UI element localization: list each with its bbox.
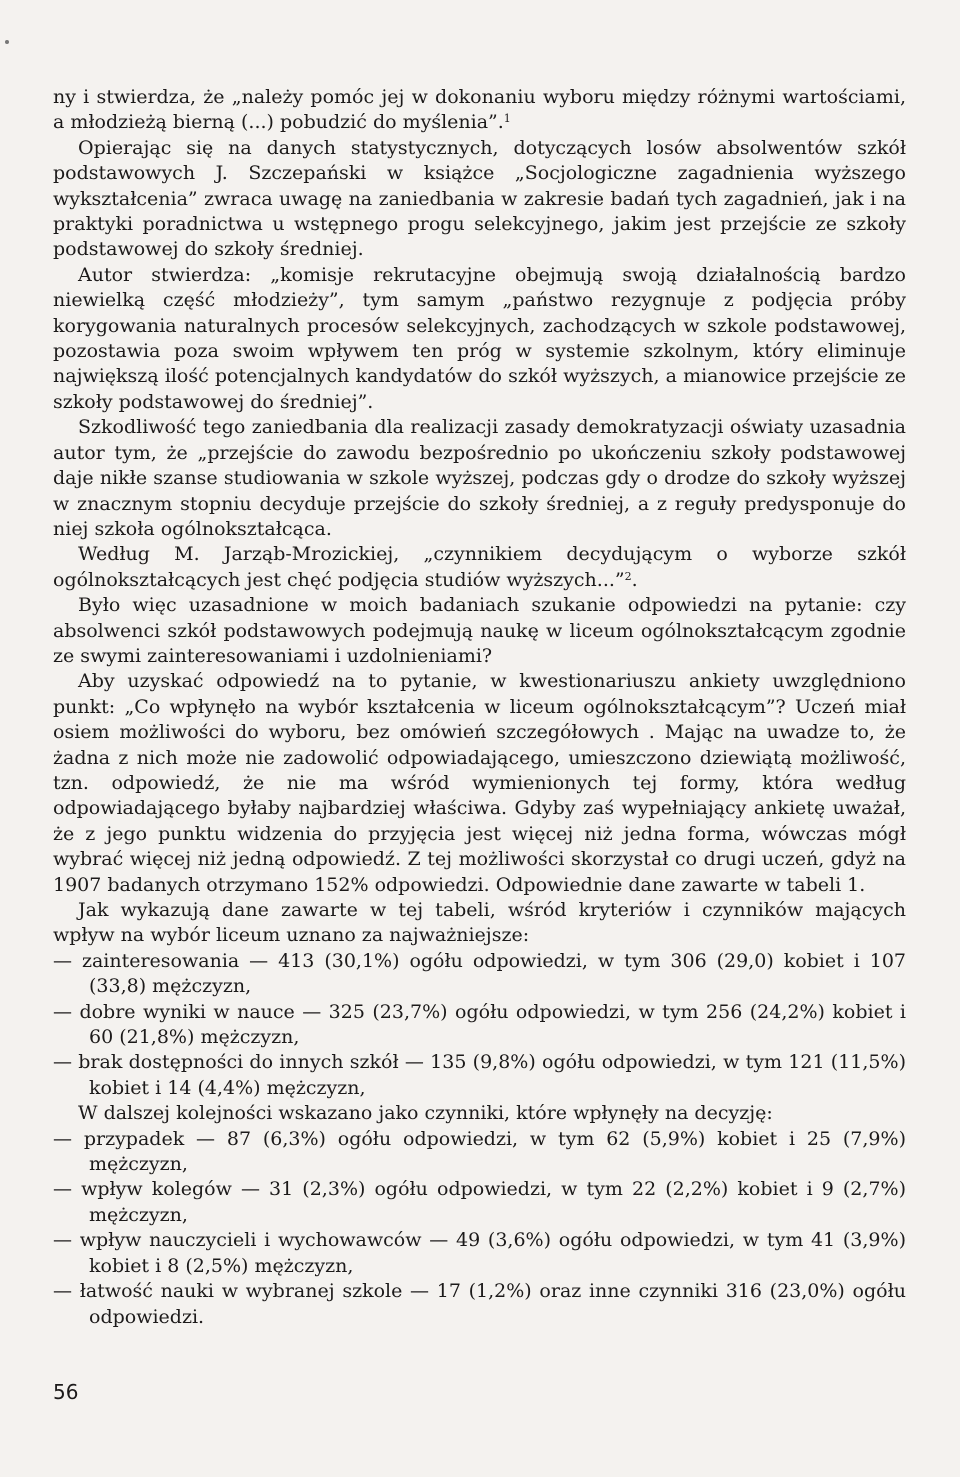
paragraph-6: Aby uzyskać odpowiedź na to pytanie, w kwestionariuszu ankiety uwzględniono punkt: „Co wpłynęło na wybór kształcenia w liceum ogólnokształcącym”? Uczeń miał osiem możliwości do wyboru, bez omówień szczegółowych . Mając na uwadze to, że żadna z nich może nie zadowolić odpowiadającego, umieszczono dziewiątą możliwość, tzn. odpowiedź, że nie ma wśród wymienionych tej formy, która według odpowiadającego byłaby najbardziej właściwa. Gdyby zaś wypełniający ankietę uważał, że z jego punktu widzenia do przyjęcia jest więcej niż jedna forma, wówczas mógł wybrać więcej niż jedną odpowiedź. Z tej możliwości skorzystał co drugi uczeń, gdyż na 1907 badanych otrzymano 152% odpowiedzi. Odpowiednie dane zawarte w tabeli 1. bbox=[53, 670, 906, 896]
footnote-ref-2: 2 bbox=[624, 569, 632, 583]
paragraph-4: Według M. Jarząb-Mrozickiej, „czynnikiem decydującym o wyborze szkół ogólnokształcących jest chęć podjęcia studiów wyższych...”$^2$. bbox=[53, 543, 906, 591]
footnote-ref-1: 1 bbox=[503, 112, 511, 126]
paragraph-1: Opierając się na danych statystycznych, dotyczących losów absolwentów szkół podstawowych J. Szczepański w książce „Socjologiczne zagadnienia wyższego wykształcenia” zwraca uwagę na zaniedbania w zakresie badań tych zagadnień, jak i na praktyki poradnictwa u wstępnego progu selekcyjnego, jakim jest przejście ze szkoły podstawowej do szkoły średniej. bbox=[53, 136, 906, 261]
paragraph-0: ny i stwierdza, że „należy pomóc jej w dokonaniu wyboru między różnymi wartościami, a młodzieżą bierną (...) pobudzić do myślenia”.$^1$ bbox=[53, 86, 906, 134]
list-item: — przypadek — 87 (6,3%) ogółu odpowiedzi, w tym 62 (5,9%) kobiet i 25 (7,9%) mężczyzn, bbox=[53, 1127, 906, 1176]
list-item: — zainteresowania — 413 (30,1%) ogółu odpowiedzi, w tym 306 (29,0) kobiet i 107 (33,8) mężczyzn, bbox=[53, 949, 906, 998]
paragraph-5: Było więc uzasadnione w moich badaniach szukanie odpowiedzi na pytanie: czy absolwenci szkół podstawowych podejmują naukę w liceum ogólnokształcącym zgodnie ze swymi zainteresowaniami i uzdolnieniami? bbox=[53, 594, 906, 667]
list-item: — łatwość nauki w wybranej szkole — 17 (1,2%) oraz inne czynniki 316 (23,0%) ogółu odpowiedzi. bbox=[53, 1280, 906, 1328]
paragraph-3: Szkodliwość tego zaniedbania dla realizacji zasady demokratyzacji oświaty uzasadnia autor tym, że „przejście do zawodu bezpośrednio po ukończeniu szkoły podstawowej daje nikłe szanse studiowania w szkole wyższej, podczas gdy o drodze do szkoły wyższej w znacznym stopniu decyduje przejście do szkoły średniej, a z reguły predysponuje do niej szkoła ogólnokształcąca. bbox=[53, 416, 906, 540]
paragraph-2: Autor stwierdza: „komisje rekrutacyjne obejmują swoją działalnością bardzo niewielką część młodzieży”, tym samym „państwo rezygnuje z podjęcia próby korygowania naturalnych procesów selekcyjnych, zachodzących w szkole podstawowej, pozostawia poza swoim wpływem ten próg w systemie szkolnym, który eliminuje największą ilość potencjalnych kandydatów do szkół wyższych, a mianowice przejście ze szkoły podstawowej do średniej”. bbox=[53, 263, 906, 413]
page-number: 56 bbox=[53, 1380, 79, 1404]
list-item: — brak dostępności do innych szkół — 135 (9,8%) ogółu odpowiedzi, w tym 121 (11,5%) kobiet i 14 (4,4%) mężczyzn, bbox=[53, 1051, 906, 1099]
body-text bbox=[53, 85, 906, 1330]
list-item: — wpływ kolegów — 31 (2,3%) ogółu odpowiedzi, w tym 22 (2,2%) kobiet i 9 (2,7%) mężczyzn, bbox=[53, 1178, 906, 1226]
list-item: — dobre wyniki w nauce — 325 (23,7%) ogółu odpowiedzi, w tym 256 (24,2%) kobiet i 60 (21,8%) mężczyzn, bbox=[53, 1000, 906, 1049]
paragraph-7: Jak wykazują dane zawarte w tej tabeli, wśród kryteriów i czynników mających wpływ na wybór liceum uznano za najważniejsze: bbox=[53, 899, 906, 947]
list-item: — wpływ nauczycieli i wychowawców — 49 (3,6%) ogółu odpowiedzi, w tym 41 (3,9%) kobiet i 8 (2,5%) mężczyzn, bbox=[53, 1229, 906, 1277]
paragraph-middle: W dalszej kolejności wskazano jako czynniki, które wpłynęły na decyzję: bbox=[78, 1102, 773, 1125]
scan-speck bbox=[5, 40, 9, 44]
